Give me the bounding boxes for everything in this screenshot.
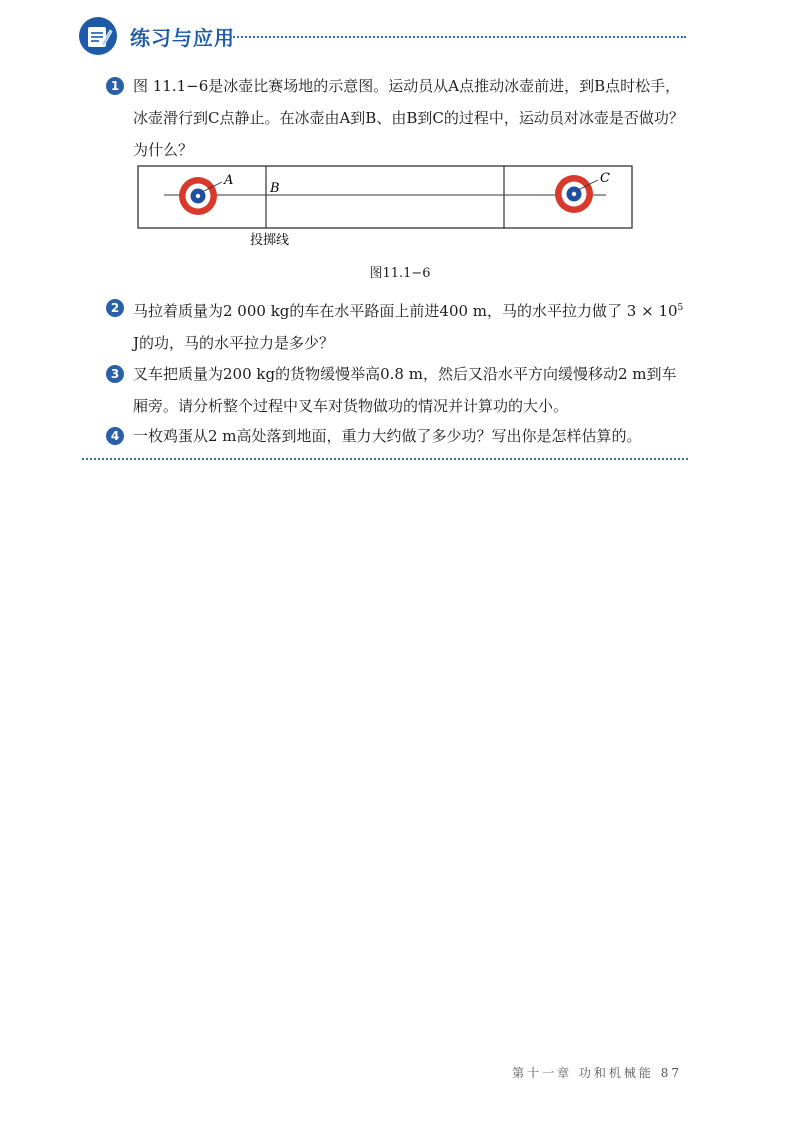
question-2 (106, 292, 690, 359)
question-text: 一枚鸡蛋从2 m高处落到地面，重力大约做了多少功？写出你是怎样估算的。 (133, 427, 642, 445)
label-c: C (600, 171, 610, 186)
section-header (78, 16, 688, 58)
label-a: A (224, 173, 234, 188)
question-number: 1 (106, 77, 124, 95)
question-3 (106, 358, 690, 422)
end-house-target (555, 175, 593, 213)
header-divider (230, 36, 686, 38)
start-house-target (179, 177, 217, 215)
question-number: 2 (106, 299, 124, 317)
question-text: 叉车把质量为200 kg的货物缓慢举高0.8 m，然后又沿水平方向缓慢移动2 m到车厢旁。请分析整个过程中叉车对货物做功的情况并计算功的大小。 (133, 365, 677, 415)
label-b: B (270, 181, 280, 196)
section-end-divider (82, 458, 688, 460)
curling-rink-diagram (130, 162, 640, 252)
notebook-pencil-icon (78, 16, 118, 56)
figure-caption: 图11.1−6 (369, 266, 431, 281)
question-text-part: J的功，马的水平拉力是多少？ (133, 334, 335, 352)
page-footer: 第十一章 功和机械能 87 (512, 1066, 682, 1080)
question-text (133, 292, 690, 359)
exponent: 5 (677, 303, 684, 313)
section-title: 练习与应用 (130, 26, 235, 50)
question-1 (106, 70, 690, 166)
question-4 (106, 420, 690, 452)
throw-line-label: 投掷线 (250, 233, 290, 248)
question-number: 3 (106, 365, 124, 383)
question-text-part: 马拉着质量为2 000 kg的车在水平路面上前进400 m，马的水平拉力做了 3 × 10 (133, 302, 678, 320)
question-text: 图 11.1−6是冰壶比赛场地的示意图。运动员从A点推动冰壶前进，到B点时松手，冰壶滑行到C点静止。在冰壶由A到B、由B到C的过程中，运动员对冰壶是否做功？为什么？ (133, 77, 684, 159)
question-number: 4 (106, 427, 124, 445)
